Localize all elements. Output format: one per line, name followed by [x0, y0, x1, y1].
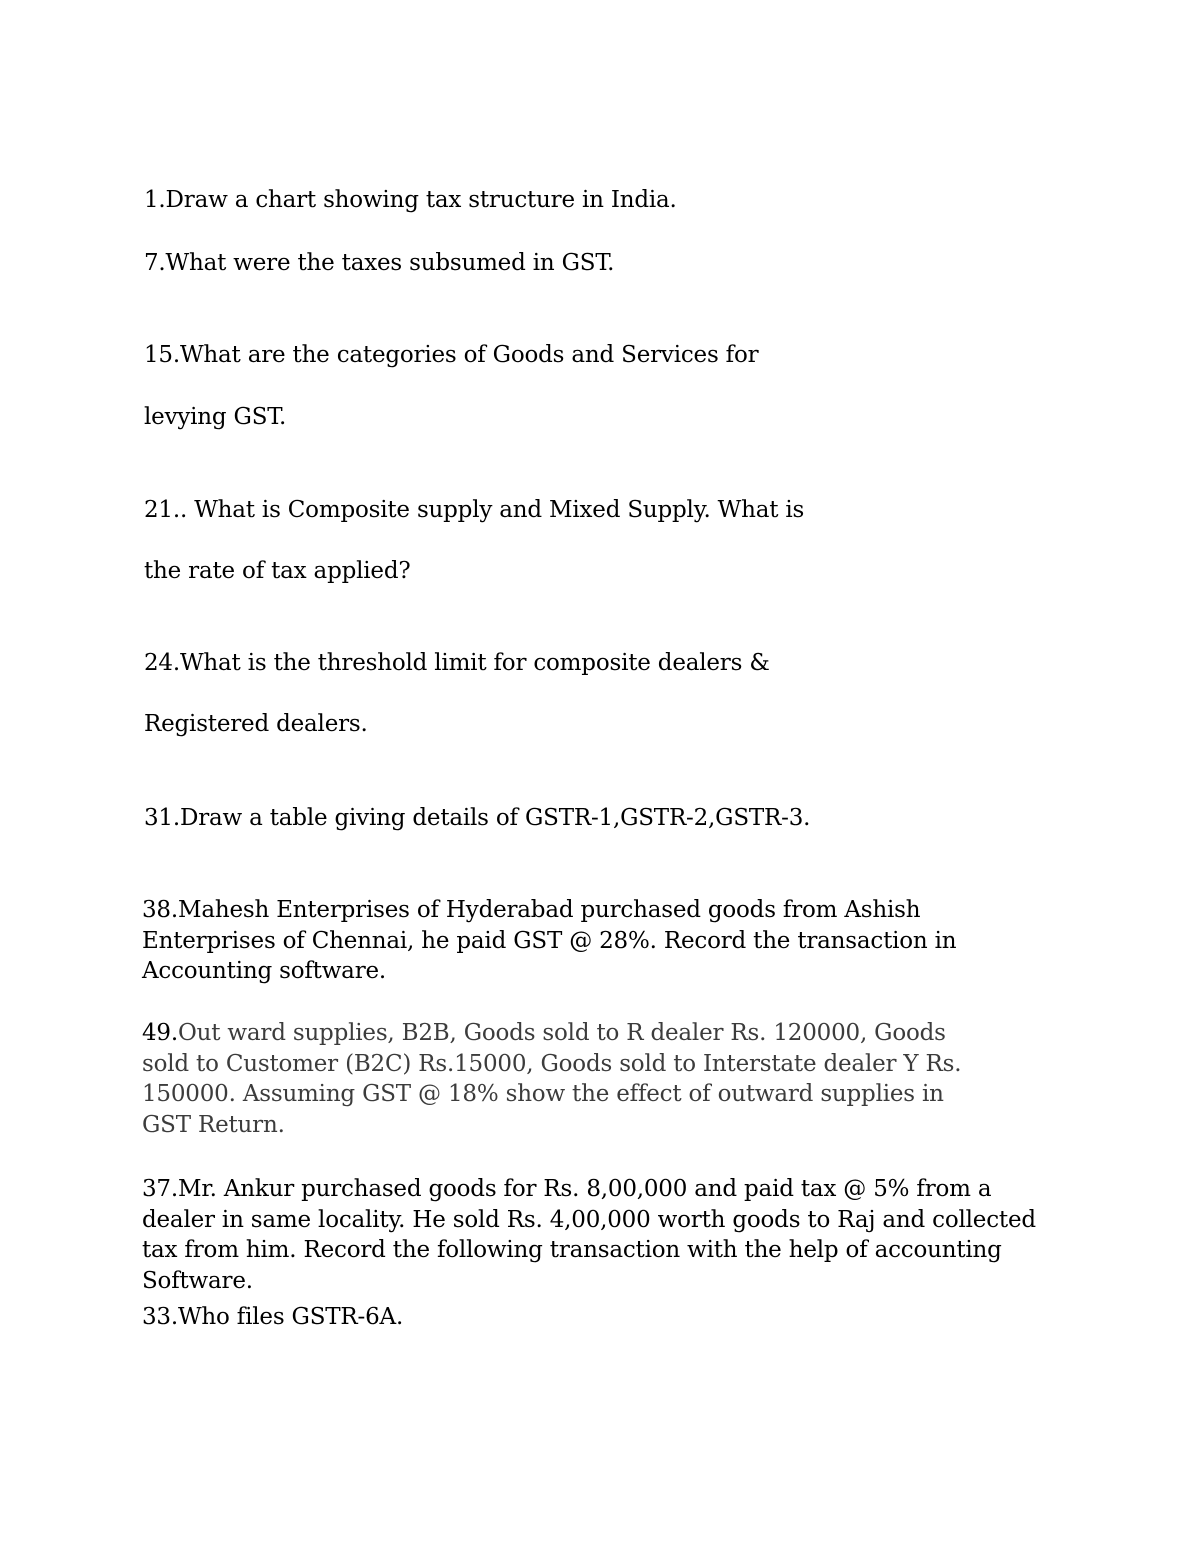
question-33: 33.Who files GSTR-6A.	[142, 1304, 404, 1330]
question-37-line-3: tax from him. Record the following transaction with the help of accounting	[142, 1237, 1002, 1263]
question-21-line-1: 21.. What is Composite supply and Mixed Supply. What is	[144, 497, 805, 523]
question-37-line-2: dealer in same locality. He sold Rs. 4,00,000 worth goods to Raj and collected	[142, 1206, 1036, 1233]
question-49-line-2: sold to Customer (B2C) Rs.15000, Goods sold to Interstate dealer Y Rs.	[142, 1050, 962, 1077]
question-38-line-1: 38.Mahesh Enterprises of Hyderabad purchased goods from Ashish	[142, 897, 921, 923]
question-37-line-4: Software.	[142, 1267, 253, 1294]
question-15-line-2: levying GST.	[144, 404, 287, 430]
question-24-line-1: 24.What is the threshold limit for composite dealers &	[144, 650, 770, 676]
question-21-line-2: the rate of tax applied?	[144, 558, 411, 584]
question-49	[142, 1018, 1042, 1140]
question-31: 31.Draw a table giving details of GSTR-1,GSTR-2,GSTR-3.	[144, 805, 811, 831]
question-24-line-2: Registered dealers.	[144, 711, 368, 737]
question-7: 7.What were the taxes subsumed in GST.	[144, 250, 615, 276]
question-38-line-2: Enterprises of Chennai, he paid GST @ 28%. Record the transaction in	[142, 927, 957, 954]
question-49-line-3: 150000. Assuming GST @ 18% show the effect of outward supplies in	[142, 1081, 944, 1107]
question-37-line-1: 37.Mr. Ankur purchased goods for Rs. 8,00,000 and paid tax @ 5% from a	[142, 1176, 992, 1202]
question-49-number: 49.	[142, 1020, 178, 1046]
question-38	[142, 895, 1042, 987]
question-38-line-3: Accounting software.	[142, 958, 387, 984]
question-37	[142, 1174, 1042, 1296]
question-1: 1.Draw a chart showing tax structure in India.	[144, 187, 677, 213]
question-49-line-1	[142, 1018, 1042, 1049]
question-49-line-1-text: Out ward supplies, B2B, Goods sold to R dealer Rs. 120000, Goods	[177, 1020, 946, 1046]
question-49-line-4: GST Return.	[142, 1111, 285, 1138]
question-15-line-1: 15.What are the categories of Goods and Services for	[144, 342, 759, 368]
